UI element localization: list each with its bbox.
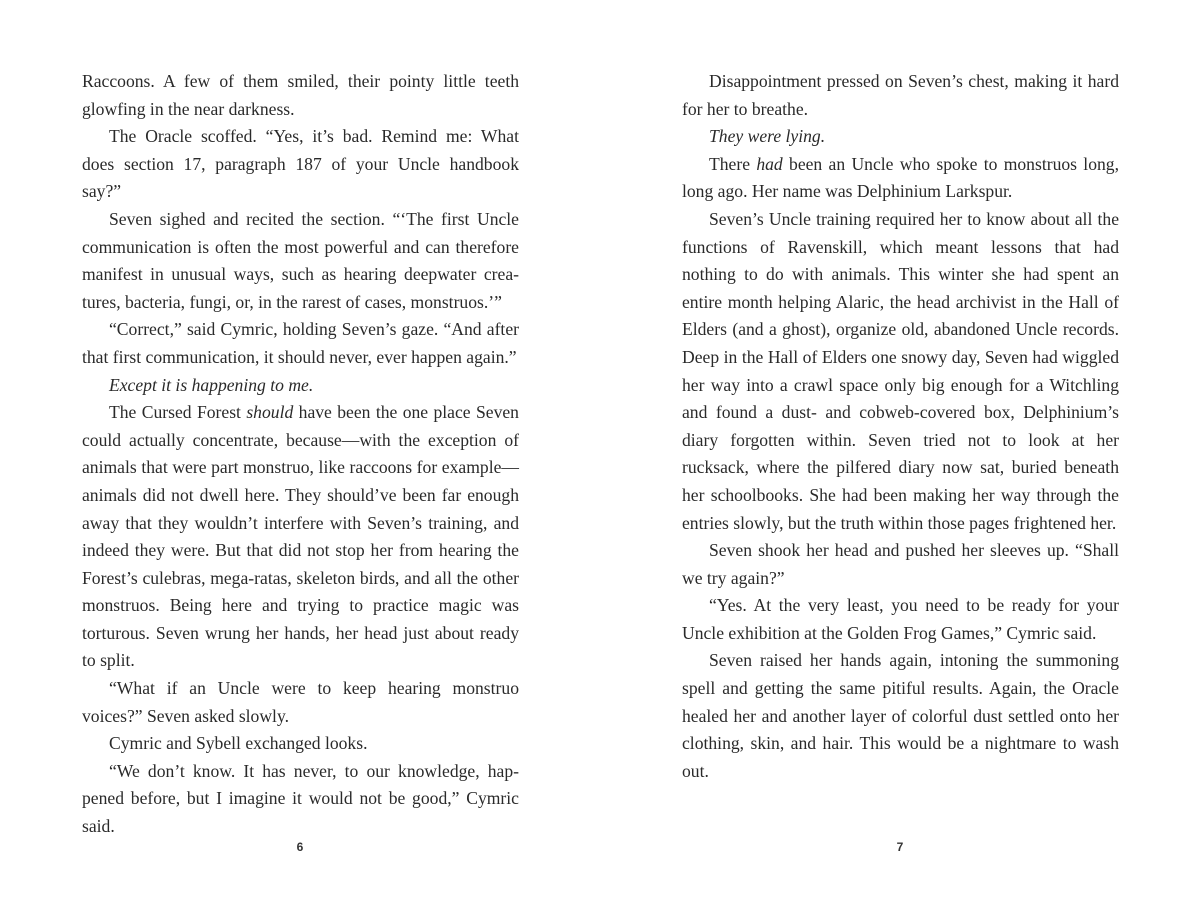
text-run: Seven sighed and recited the section. “‘The first Uncle communication is often the most powerful and can therefore manifest in unusual ways, such as hearing deepwater creatures, bacteria, fungi, or, in the rarest of cases, monstruos.’” <box>82 208 519 312</box>
paragraph <box>682 206 1119 537</box>
text-run: Disappointment pressed on Seven’s chest, making it hard for her to breathe. <box>682 71 1119 119</box>
paragraph <box>82 399 519 675</box>
paragraph <box>682 647 1119 785</box>
paragraph <box>82 68 519 123</box>
text-run: “Yes. At the very least, you need to be ready for your Uncle exhibition at the Golden Frog Games,” Cymric said. <box>682 595 1119 643</box>
text-run: The Oracle scoffed. “Yes, it’s bad. Remind me: What does section 17, paragraph 187 of your Uncle handbook say?” <box>82 126 519 202</box>
italic-text: should <box>246 402 294 423</box>
italic-text: They were lying. <box>709 126 826 147</box>
paragraph <box>682 592 1119 647</box>
paragraph <box>82 730 519 758</box>
italic-text: had <box>756 153 783 174</box>
paragraph <box>82 372 519 400</box>
paragraph <box>82 123 519 206</box>
paragraph <box>682 68 1119 123</box>
paragraph <box>82 758 519 841</box>
text-run: Raccoons. A few of them smiled, their pointy little teeth glowfing in the near darkness. <box>82 71 519 119</box>
right-page-body <box>682 68 1119 785</box>
text-run: “We don’t know. It has never, to our knowledge, happened before, but I imagine it would not be good,” Cymric said. <box>82 760 519 837</box>
text-run: The Cursed Forest <box>109 402 247 423</box>
text-run: been an Uncle who spoke to monstruos long, long ago. Her name was Delphinium Larkspur. <box>682 153 1119 202</box>
text-run: There <box>709 153 757 174</box>
text-run: Seven shook her head and pushed her sleeves up. “Shall we try again?” <box>682 540 1119 588</box>
text-run: “Correct,” said Cymric, holding Seven’s gaze. “And after that first communication, it should never, ever happen again.” <box>82 319 519 367</box>
text-run: “What if an Uncle were to keep hearing monstruo voices?” Seven asked slowly. <box>82 678 519 726</box>
paragraph <box>82 675 519 730</box>
paragraph <box>82 316 519 371</box>
paragraph <box>682 537 1119 592</box>
paragraph <box>682 123 1119 151</box>
paragraph <box>682 151 1119 206</box>
text-run: Cymric and Sybell exchanged looks. <box>109 733 368 754</box>
paragraph <box>82 206 519 316</box>
text-run: Seven raised her hands again, intoning the summoning spell and getting the same pitiful results. Again, the Oracle healed her and another layer of colorful dust settled onto her clothing, skin, and hair. This would be a nightmare to wash out. <box>682 650 1119 781</box>
left-page-number: 6 <box>296 840 304 854</box>
italic-text: Except it is happening to me. <box>109 374 314 395</box>
text-run: have been the one place Seven could actually concentrate, because—with the exception of animals that were part monstruo, like raccoons for example—animals did not dwell here. They should’ve been far enough away that they wouldn’t interfere with Seven’s training, and indeed they were. But that did not stop her from hearing the Forest’s culebras, mega-ratas, skeleton birds, and all the other monstruos. Being here and trying to practice magic was torturous. Seven wrung her hands, her head just about ready to split. <box>82 402 519 671</box>
left-page-body <box>82 68 519 841</box>
right-page-number: 7 <box>896 840 904 854</box>
text-run: Seven’s Uncle training required her to know about all the functions of Ravenskill, which meant lessons that had nothing to do with animals. This winter she had spent an entire month helping Alaric, the head archivist in the Hall of Elders (and a ghost), organize old, abandoned Uncle records. Deep in the Hall of Elders one snowy day, Seven had wiggled her way into a crawl space only big enough for a Witchling and found a dust- and cobweb-covered box, Delphinium’s diary forgotten within. Seven tried not to look at her rucksack, where the pilfered diary now sat, buried beneath her schoolbooks. She had been making her way through the entries slowly, but the truth within those pages frightened her. <box>682 208 1119 533</box>
